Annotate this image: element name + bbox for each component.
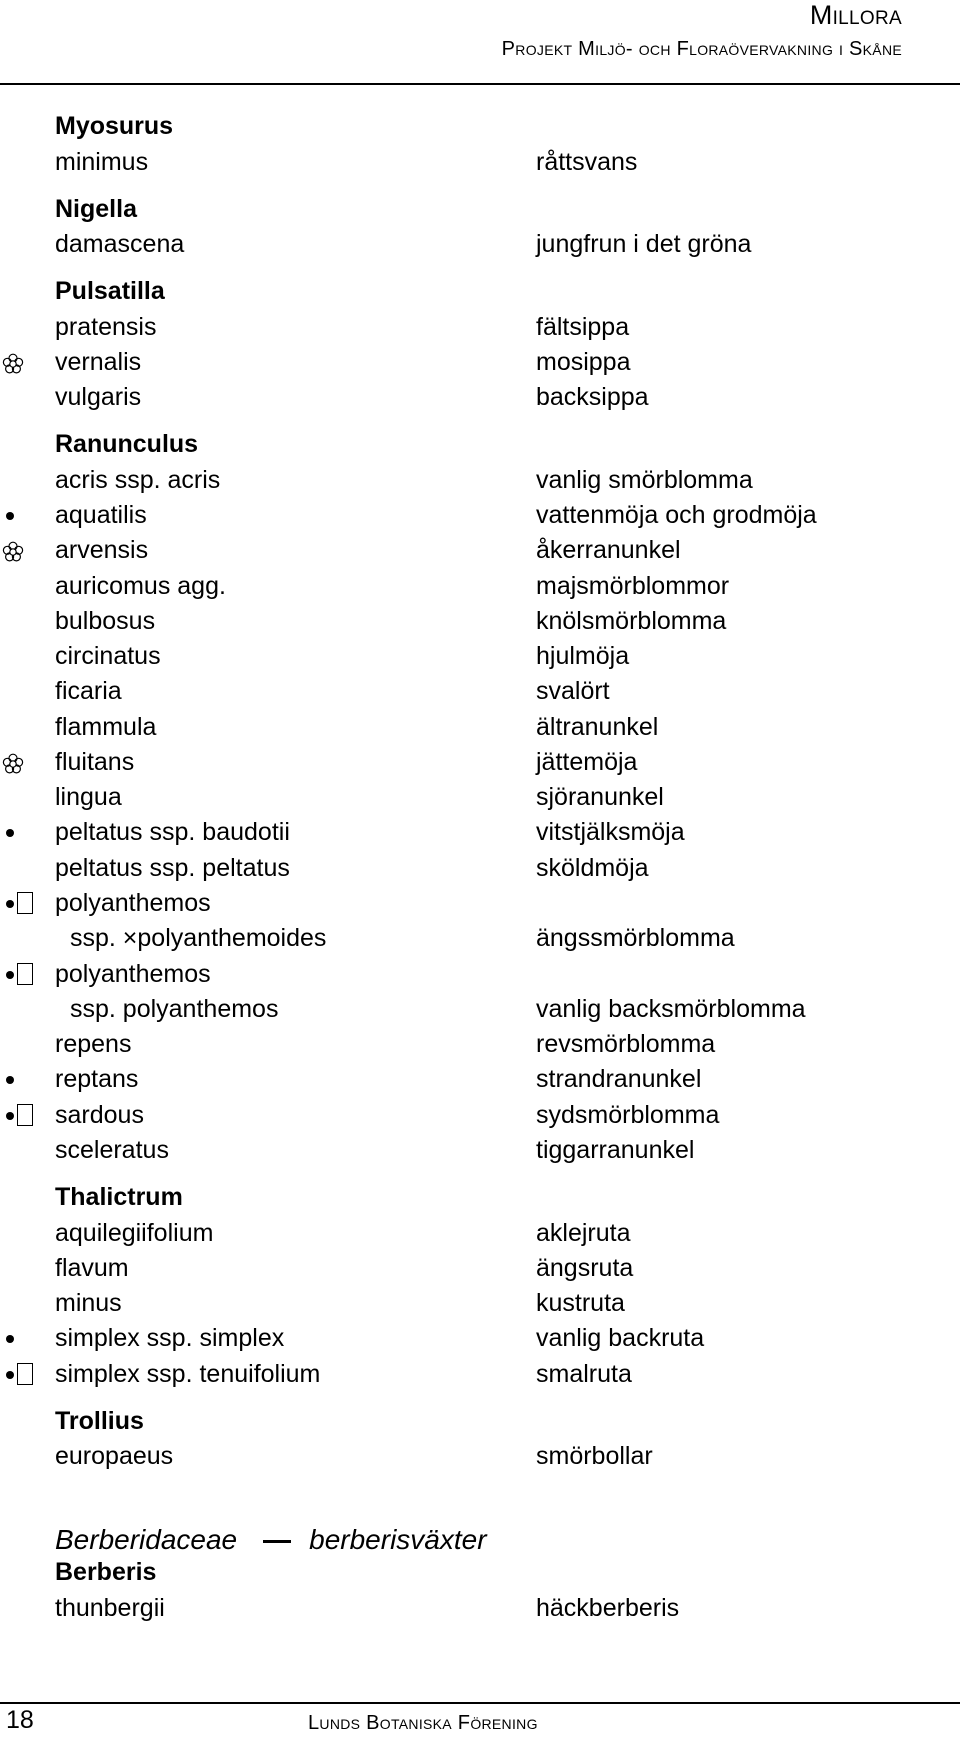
family-heading — [55, 1520, 487, 1560]
scientific-name: ssp. ×polyanthemoides — [70, 924, 327, 952]
swedish-name: smörbollar — [536, 1442, 653, 1470]
species-row — [0, 532, 960, 568]
bullet-dot-icon — [6, 1371, 14, 1379]
scientific-name: circinatus — [55, 642, 161, 670]
species-row — [0, 1215, 960, 1251]
scientific-name: bulbosus — [55, 607, 156, 635]
scientific-name: sceleratus — [55, 1136, 169, 1164]
swedish-name: vanlig backruta — [536, 1324, 705, 1352]
swedish-name: ängssmörblomma — [536, 924, 735, 952]
species-row — [0, 1356, 960, 1392]
swedish-name: råttsvans — [536, 148, 638, 176]
box-icon — [17, 1363, 33, 1385]
species-row — [0, 956, 960, 992]
swedish-name: aklejruta — [536, 1219, 631, 1247]
species-row — [0, 991, 960, 1027]
species-row — [0, 779, 960, 815]
genus-row — [0, 1179, 960, 1215]
flower-icon — [1, 350, 25, 374]
swedish-name: mosippa — [536, 348, 631, 376]
swedish-name: strandranunkel — [536, 1065, 702, 1093]
species-row — [0, 673, 960, 709]
species-row — [0, 1061, 960, 1097]
swedish-name: jungfrun i det gröna — [536, 230, 752, 258]
scientific-name: flammula — [55, 713, 157, 741]
genus-row — [0, 191, 960, 227]
scientific-name: repens — [55, 1030, 132, 1058]
flower-icon — [1, 750, 25, 774]
genus-row — [0, 273, 960, 309]
symbol-cell — [0, 956, 52, 992]
swedish-name: sjöranunkel — [536, 783, 664, 811]
scientific-name: minus — [55, 1289, 122, 1317]
species-row — [0, 344, 960, 380]
swedish-name: vanlig smörblomma — [536, 466, 753, 494]
species-row — [0, 144, 960, 180]
box-icon — [17, 1104, 33, 1126]
species-row — [0, 885, 960, 921]
genus-name: Nigella — [55, 195, 137, 223]
scientific-name: pratensis — [55, 313, 157, 341]
species-row — [0, 850, 960, 886]
swedish-name: sydsmörblomma — [536, 1101, 720, 1129]
header-rule — [0, 83, 960, 85]
symbol-cell — [0, 885, 52, 921]
scientific-name: vulgaris — [55, 383, 142, 411]
bullet-dot-icon — [6, 1335, 14, 1343]
species-row — [0, 226, 960, 262]
symbol-cell — [0, 744, 52, 780]
family-latin-name: Berberidaceae — [55, 1524, 238, 1555]
scientific-name: vernalis — [55, 348, 142, 376]
scientific-name: flavum — [55, 1254, 129, 1282]
bullet-dot-icon — [6, 1076, 14, 1084]
scientific-name: minimus — [55, 148, 149, 176]
species-row — [0, 497, 960, 533]
swedish-name: revsmörblomma — [536, 1030, 716, 1058]
bullet-dot-icon — [6, 829, 14, 837]
swedish-name: tiggarranunkel — [536, 1136, 695, 1164]
header-title: Millora — [809, 0, 902, 30]
genus-row — [0, 426, 960, 462]
species-row — [0, 1438, 960, 1474]
symbol-cell — [0, 1356, 52, 1392]
species-row — [0, 603, 960, 639]
footer-text: Lunds Botaniska Förening — [308, 1712, 538, 1734]
scientific-name: lingua — [55, 783, 122, 811]
family-swedish-name: berberisväxter — [309, 1524, 487, 1555]
swedish-name: åkerranunkel — [536, 536, 681, 564]
species-row — [0, 568, 960, 604]
species-row — [0, 1097, 960, 1133]
symbol-cell — [0, 344, 52, 380]
scientific-name: aquilegiifolium — [55, 1219, 214, 1247]
scientific-name: sardous — [55, 1101, 144, 1129]
swedish-name: kustruta — [536, 1289, 625, 1317]
swedish-name: vitstjälksmöja — [536, 818, 685, 846]
scientific-name: peltatus ssp. peltatus — [55, 854, 290, 882]
swedish-name: backsippa — [536, 383, 649, 411]
swedish-name: fältsippa — [536, 313, 630, 341]
scientific-name: europaeus — [55, 1442, 174, 1470]
symbol-cell — [0, 1320, 52, 1356]
scientific-name: ficaria — [55, 677, 122, 705]
bullet-dot-icon — [6, 512, 14, 520]
species-row — [0, 379, 960, 415]
flower-icon — [1, 538, 25, 562]
box-icon — [17, 892, 33, 914]
swedish-name: smalruta — [536, 1360, 632, 1388]
swedish-name: vattenmöja och grodmöja — [536, 501, 817, 529]
species-row — [0, 1590, 960, 1626]
genus-name: Ranunculus — [55, 430, 199, 458]
symbol-cell — [0, 497, 52, 533]
swedish-name: majsmörblommor — [536, 572, 730, 600]
species-row — [0, 638, 960, 674]
scientific-name: acris ssp. acris — [55, 466, 221, 494]
scientific-name: simplex ssp. tenuifolium — [55, 1360, 321, 1388]
genus-name: Myosurus — [55, 112, 174, 140]
scientific-name: damascena — [55, 230, 185, 258]
genus-name: Thalictrum — [55, 1183, 183, 1211]
species-row — [0, 1285, 960, 1321]
symbol-cell — [0, 532, 52, 568]
genus-name: Berberis — [55, 1558, 157, 1586]
species-row — [0, 814, 960, 850]
swedish-name: häckberberis — [536, 1594, 680, 1622]
scientific-name: auricomus agg. — [55, 572, 226, 600]
species-row — [0, 462, 960, 498]
scientific-name: thunbergii — [55, 1594, 165, 1622]
species-row — [0, 709, 960, 745]
page-number: 18 — [6, 1706, 34, 1734]
species-row — [0, 1026, 960, 1062]
scientific-name: reptans — [55, 1065, 139, 1093]
species-row — [0, 920, 960, 956]
scientific-name: fluitans — [55, 748, 135, 776]
scientific-name: polyanthemos — [55, 889, 211, 917]
genus-name: Trollius — [55, 1407, 144, 1435]
species-row — [0, 309, 960, 345]
swedish-name: jättemöja — [536, 748, 638, 776]
scientific-name: ssp. polyanthemos — [70, 995, 279, 1023]
genus-name: Pulsatilla — [55, 277, 165, 305]
symbol-cell — [0, 1061, 52, 1097]
bullet-dot-icon — [6, 971, 14, 979]
swedish-name: svalört — [536, 677, 610, 705]
scientific-name: aquatilis — [55, 501, 147, 529]
swedish-name: knölsmörblomma — [536, 607, 727, 635]
scientific-name: polyanthemos — [55, 960, 211, 988]
swedish-name: vanlig backsmörblomma — [536, 995, 806, 1023]
swedish-name: ängsruta — [536, 1254, 634, 1282]
family-dash — [263, 1540, 291, 1543]
species-row — [0, 1132, 960, 1168]
species-row — [0, 1320, 960, 1356]
symbol-cell — [0, 814, 52, 850]
scientific-name: simplex ssp. simplex — [55, 1324, 285, 1352]
bullet-dot-icon — [6, 1112, 14, 1120]
genus-row — [0, 1403, 960, 1439]
scientific-name: arvensis — [55, 536, 149, 564]
swedish-name: ältranunkel — [536, 713, 659, 741]
symbol-cell — [0, 1097, 52, 1133]
header-subtitle: Projekt Miljö- och Floraövervakning i Skåne — [501, 38, 902, 60]
swedish-name: sköldmöja — [536, 854, 649, 882]
species-row — [0, 1250, 960, 1286]
bullet-dot-icon — [6, 900, 14, 908]
genus-row — [0, 108, 960, 144]
footer-rule — [0, 1702, 960, 1704]
scientific-name: peltatus ssp. baudotii — [55, 818, 290, 846]
box-icon — [17, 963, 33, 985]
swedish-name: hjulmöja — [536, 642, 630, 670]
species-row — [0, 744, 960, 780]
